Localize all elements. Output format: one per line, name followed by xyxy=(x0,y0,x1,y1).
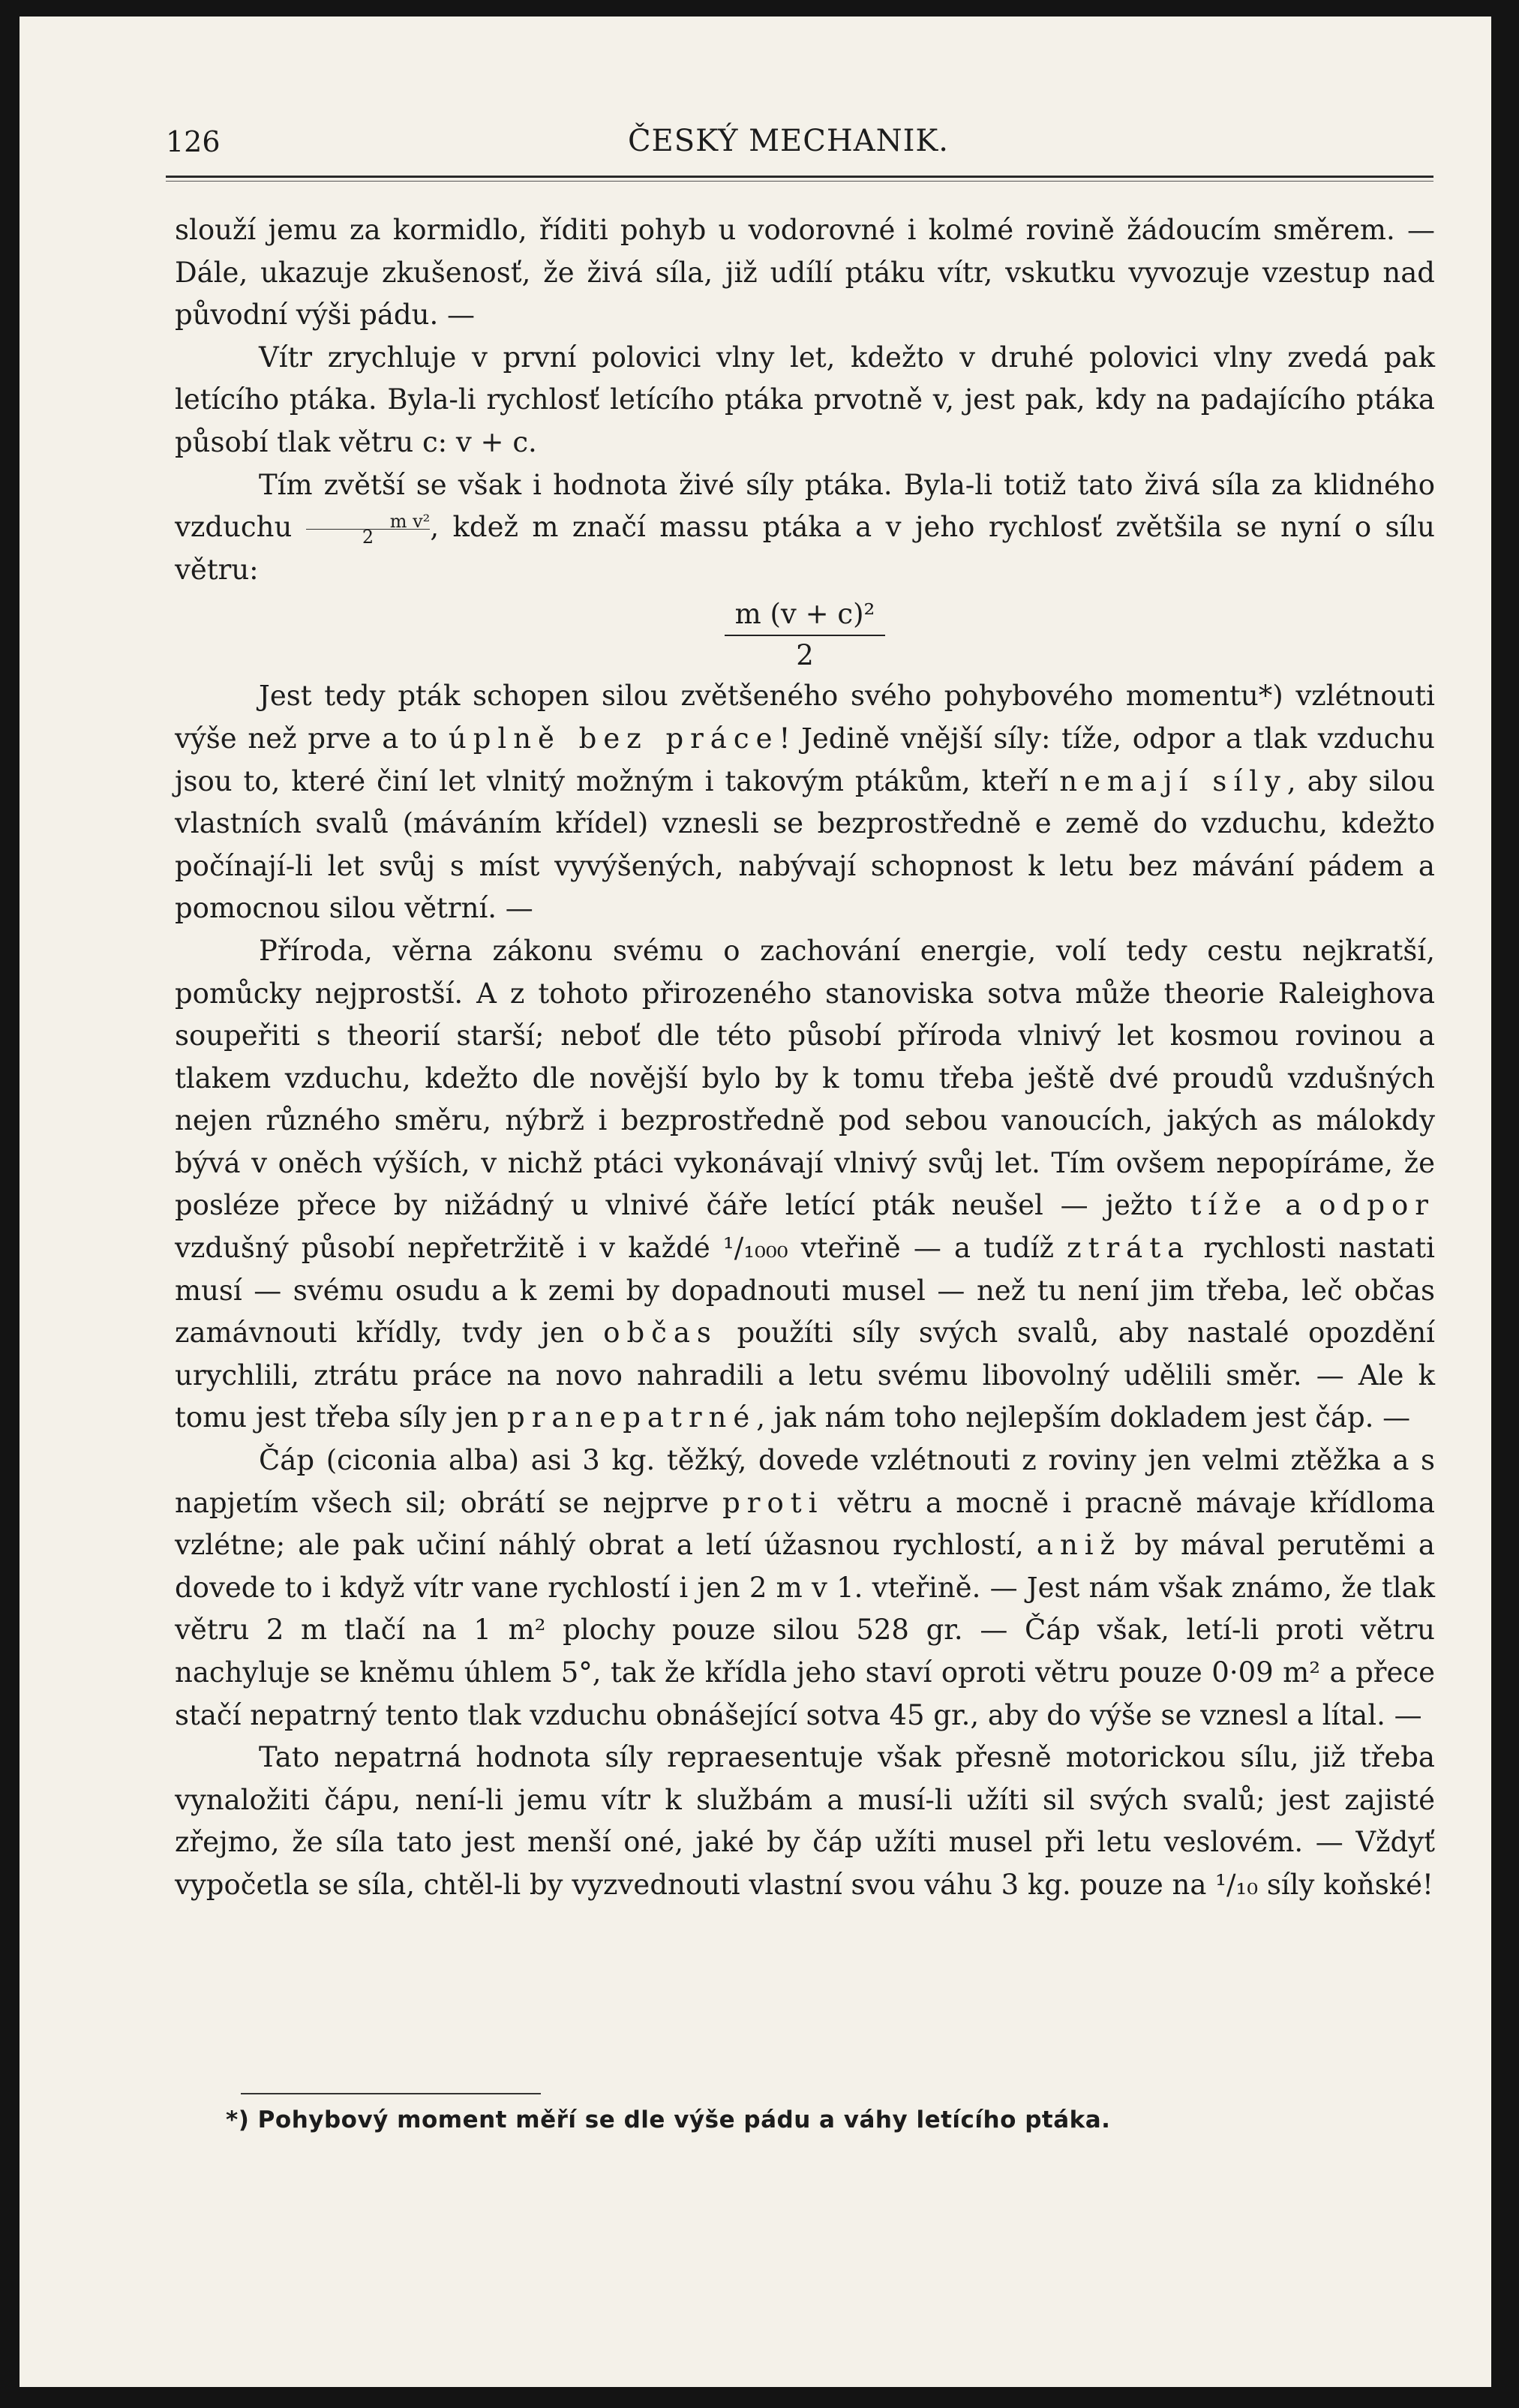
header-rule-thin xyxy=(166,181,1433,182)
inline-fraction-bottom: 2 xyxy=(362,527,374,548)
footnote-rule xyxy=(241,2093,541,2094)
spaced-emphasis: proti xyxy=(722,1486,824,1519)
inline-fraction-top: m v² xyxy=(306,514,431,530)
page-number: 126 xyxy=(166,125,221,158)
text-run: Tato nepatrná hodnota síly repraesentuje však přesně motorickou sílu, již třeba vynaložiti čápu, není-li jemu vítr k službám a musí-li užíti sil svých svalů; jest zajisté zřejmo, že síla tato jest menší oné, jaké by čáp užíti musel při letu veslovém. — Vždyť vypočetla se síla, chtěl-li by vyzvednouti vlastní svou váhu 3 kg. pouze na ¹/₁₀ síly koňské! xyxy=(175,1741,1435,1901)
spaced-emphasis: občas xyxy=(603,1317,718,1350)
spaced-emphasis: nemají síly xyxy=(1059,764,1287,797)
paragraph-5 xyxy=(175,930,1435,1440)
paragraph-2: Vítr zrychluje v první polovici vlny let, kdežto v druhé polovici vlny zvedá pak letícího ptáka. Byla-li rychlosť letícího ptáka prvotně v, jest pak, kdy na padajícího ptáka působí tlak větru c: v + c. xyxy=(175,341,1435,458)
text-run: použíti síly svých svalů, aby nastalé opozdění urychlili, ztrátu práce na novo nahradili a letu svému libovolný udělili směr. — Ale k tomu jest třeba síly jen xyxy=(175,1317,1435,1434)
text-run: Příroda, věrna zákonu svému o zachování energie, volí tedy cestu nejkratší, pomůcky nejprostší. A z tohoto přirozeného stanoviska sotva může theorie Raleighova soupeřiti s theorií starší; neboť dle této působí příroda vlnivý let kosmou rovinou a tlakem vzduchu, kdežto dle novější bylo by k tomu třeba ještě dvé proudů vzdušných nejen různého směru, nýbrž i bezprostředně pod sebou vanoucích, jakých as málokdy bývá v oněch výších, v nichž ptáci vykonávají vlnivý svůj let. Tím ovšem nepopíráme, že posléze přece by nižádný u vlnivé čáře letící pták neušel — ježto xyxy=(175,934,1435,1222)
text-run: vzdušný působí nepřetržitě i v každé ¹/₁₀₀₀ vteřině — a tudíž xyxy=(175,1232,1067,1265)
spaced-emphasis: úplně bez práce xyxy=(448,722,779,755)
text-run: Čáp (ciconia alba) asi 3 kg. těžký, dovede vzlétnouti z roviny jen velmi ztěžka a s napjetím všech sil; obrátí se nejprve xyxy=(175,1444,1435,1519)
paragraph-6 xyxy=(175,1440,1435,1737)
paragraph-3-b: , kdež m značí massu ptáka a v jeho rychlosť zvětšila se nyní o sílu větru: xyxy=(175,511,1436,586)
text-run: by mával perutěmi a dovede to i když vítr vane rychlostí i jen 2 m v 1. vteřině. — Jest nám však známo, že tlak větru 2 m tlačí na 1 m² plochy pouze silou 528 gr. — Čáp však, letí-li proti větru nachyluje se kněmu úhlem 5°, tak že křídla jeho staví oproti větru pouze 0·09 m² a přece stačí nepatrný tento tlak vzduchu obnášející sotva 45 gr., aby do výše se vznesl a lítal. — xyxy=(175,1529,1435,1731)
formula-denominator: 2 xyxy=(796,639,814,672)
text-run: Jest tedy pták schopen silou zvětšeného svého pohybového momentu*) vzlétnouti výše než prve a to xyxy=(175,680,1435,755)
display-formula xyxy=(175,591,1435,675)
text-run: rychlosti nastati musí — svému osudu a k zemi by dopadnouti musel — než tu není jim třeba, leč občas zamávnouti křídly, tvdy jen xyxy=(175,1232,1435,1350)
document-page xyxy=(20,17,1491,2387)
header-rule xyxy=(166,176,1433,178)
text-run: ! Jedině vnější síly: tíže, odpor a tlak vzduchu jsou to, které činí let vlnitý možným i takovým ptákům, kteří xyxy=(175,722,1435,797)
spaced-emphasis: ztráta xyxy=(1067,1232,1191,1265)
text-run: a xyxy=(1268,1189,1319,1222)
running-title: ČESKÝ MECHANIK. xyxy=(627,124,950,158)
text-run: , jak nám toho nejlepším dokladem jest čáp. — xyxy=(756,1401,1411,1434)
paragraph-3-a: Tím zvětší se však i hodnota živé síly ptáka. Byla-li totiž tato živá síla za klidného vzduchu xyxy=(175,468,1435,544)
text-run: větru a mocně i pracně mávaje křídloma vzlétne; ale pak učiní náhlý obrat a letí úžasnou rychlostí, xyxy=(175,1486,1436,1562)
paragraph-7 xyxy=(175,1737,1435,1906)
paragraph-1: slouží jemu za kormidlo, říditi pohyb u vodorovné i kolmé rovině žádoucím směrem. — Dále, ukazuje zkušenosť, že živá síla, již udílí ptáku vítr, vskutku vyvozuje vzestup nad původní výši pádu. — xyxy=(175,214,1435,332)
page-header xyxy=(166,119,1411,173)
formula-numerator: m (v + c)² xyxy=(725,594,886,636)
paragraph-3 xyxy=(175,464,1435,592)
body-text xyxy=(175,209,1435,1907)
paragraph-4 xyxy=(175,675,1435,930)
spaced-emphasis: odpor xyxy=(1319,1189,1435,1222)
spaced-emphasis: aniž xyxy=(1036,1529,1122,1562)
spaced-emphasis: tíže xyxy=(1190,1189,1268,1222)
footnote: *) Pohybový moment měří se dle výše pádu a váhy letícího ptáka. xyxy=(226,2106,1111,2133)
rich-paragraphs xyxy=(175,675,1435,1906)
inline-fraction xyxy=(306,511,431,548)
text-run: , aby silou vlastních svalů (máváním křídel) vznesli se bezprostředně e země do vzduchu, kdežto počínají-li let svůj s míst vyvýšených, nabývají schopnost k letu bez mávání pádem a pomocnou silou větrní. — xyxy=(175,764,1435,925)
spaced-emphasis: pranepatrné xyxy=(507,1401,757,1434)
